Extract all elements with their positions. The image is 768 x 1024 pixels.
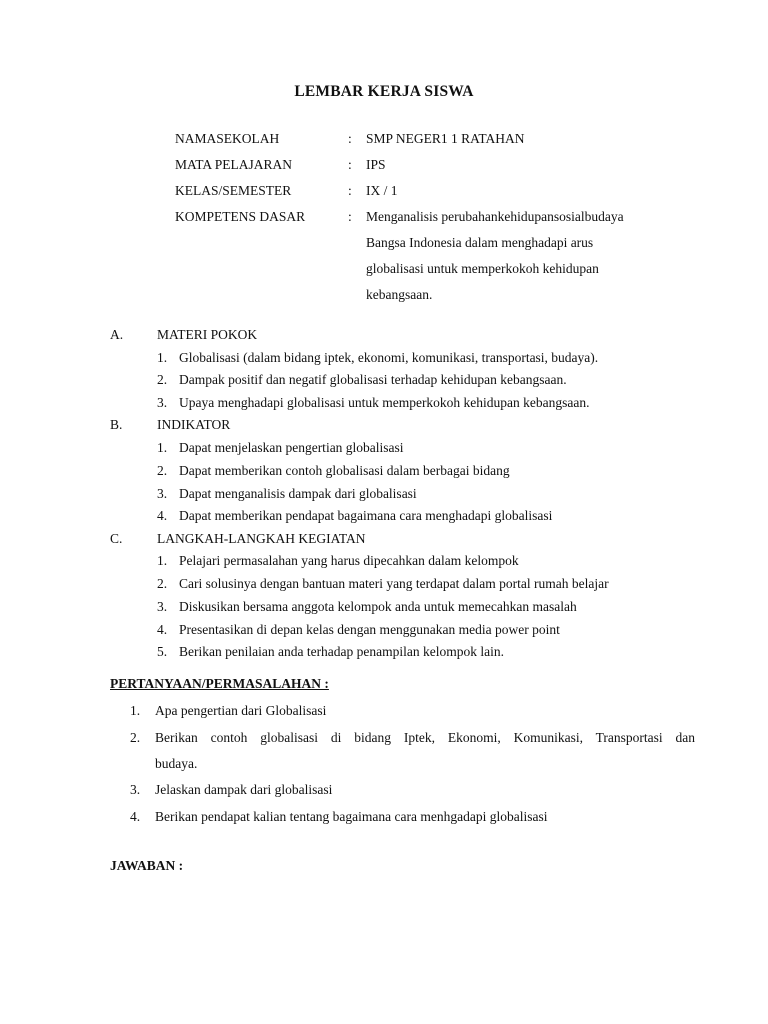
list-item: Dapat menjelaskan pengertian globalisasi [179, 440, 404, 455]
label-nama-sekolah: NAMASEKOLAH [175, 131, 280, 146]
colon: : [348, 183, 352, 198]
colon: : [348, 209, 352, 224]
list-item: Diskusikan bersama anggota kelompok anda untuk memecahkan masalah [179, 599, 577, 614]
section-letter: A. [110, 327, 124, 342]
value-kompetensi-dasar: Menganalisis perubahankehidupansosialbudaya [366, 209, 624, 224]
page-title: LEMBAR KERJA SISWA [294, 83, 474, 100]
question-text-continuation: budaya. [155, 756, 198, 771]
list-item: Berikan penilaian anda terhadap penampilan kelompok lain. [179, 644, 505, 659]
list-number: 4. [157, 508, 168, 523]
colon: : [348, 157, 352, 172]
colon: : [348, 131, 352, 146]
answer-heading: JAWABAN : [110, 858, 184, 873]
question-text: Berikan pendapat kalian tentang bagaimana cara menhgadapi globalisasi [155, 809, 548, 824]
question-number: 3. [130, 782, 141, 797]
section-letter: B. [110, 417, 123, 432]
question-text: Apa pengertian dari Globalisasi [155, 703, 327, 718]
list-item: Dampak positif dan negatif globalisasi terhadap kehidupan kebangsaan. [179, 372, 567, 387]
list-number: 2. [157, 463, 168, 478]
list-number: 2. [157, 372, 168, 387]
list-item: Upaya menghadapi globalisasi untuk memperkokoh kehidupan kebangsaan. [179, 395, 590, 410]
list-item: Cari solusinya dengan bantuan materi yang terdapat dalam portal rumah belajar [179, 576, 609, 591]
section-letter: C. [110, 531, 123, 546]
label-mata-pelajaran: MATA PELAJARAN [175, 157, 293, 172]
list-item: Dapat menganalisis dampak dari globalisasi [179, 486, 417, 501]
list-number: 5. [157, 644, 168, 659]
kompetensi-line-2: Bangsa Indonesia dalam menghadapi arus [366, 235, 594, 250]
list-item: Pelajari permasalahan yang harus dipecahkan dalam kelompok [179, 553, 519, 568]
list-number: 1. [157, 553, 168, 568]
value-mata-pelajaran: IPS [366, 157, 386, 172]
question-number: 4. [130, 809, 141, 824]
list-number: 3. [157, 395, 168, 410]
label-kelas-semester: KELAS/SEMESTER [175, 183, 292, 198]
list-item: Presentasikan di depan kelas dengan menggunakan media power point [179, 622, 560, 637]
kompetensi-line-3: globalisasi untuk memperkokoh kehidupan [366, 261, 599, 276]
list-item: Globalisasi (dalam bidang iptek, ekonomi, komunikasi, transportasi, budaya). [179, 350, 599, 365]
kompetensi-line-4: kebangsaan. [366, 287, 433, 302]
list-number: 2. [157, 576, 168, 591]
section-title: MATERI POKOK [157, 327, 258, 342]
value-nama-sekolah: SMP NEGER1 1 RATAHAN [366, 131, 525, 146]
question-text: Berikan contoh globalisasi di bidang Iptek, Ekonomi, Komunikasi, Transportasi dan [155, 730, 695, 745]
question-number: 2. [130, 730, 141, 745]
list-number: 1. [157, 440, 168, 455]
section-title: INDIKATOR [157, 417, 231, 432]
list-number: 1. [157, 350, 168, 365]
list-item: Dapat memberikan contoh globalisasi dalam berbagai bidang [179, 463, 510, 478]
list-number: 4. [157, 622, 168, 637]
label-kompetensi-dasar: KOMPETENS DASAR [175, 209, 306, 224]
questions-heading: PERTANYAAN/PERMASALAHAN : [110, 676, 329, 691]
value-kelas-semester: IX / 1 [366, 183, 398, 198]
question-text: Jelaskan dampak dari globalisasi [155, 782, 333, 797]
list-number: 3. [157, 486, 168, 501]
list-item: Dapat memberikan pendapat bagaimana cara menghadapi globalisasi [179, 508, 553, 523]
list-number: 3. [157, 599, 168, 614]
question-number: 1. [130, 703, 141, 718]
section-title: LANGKAH-LANGKAH KEGIATAN [157, 531, 366, 546]
